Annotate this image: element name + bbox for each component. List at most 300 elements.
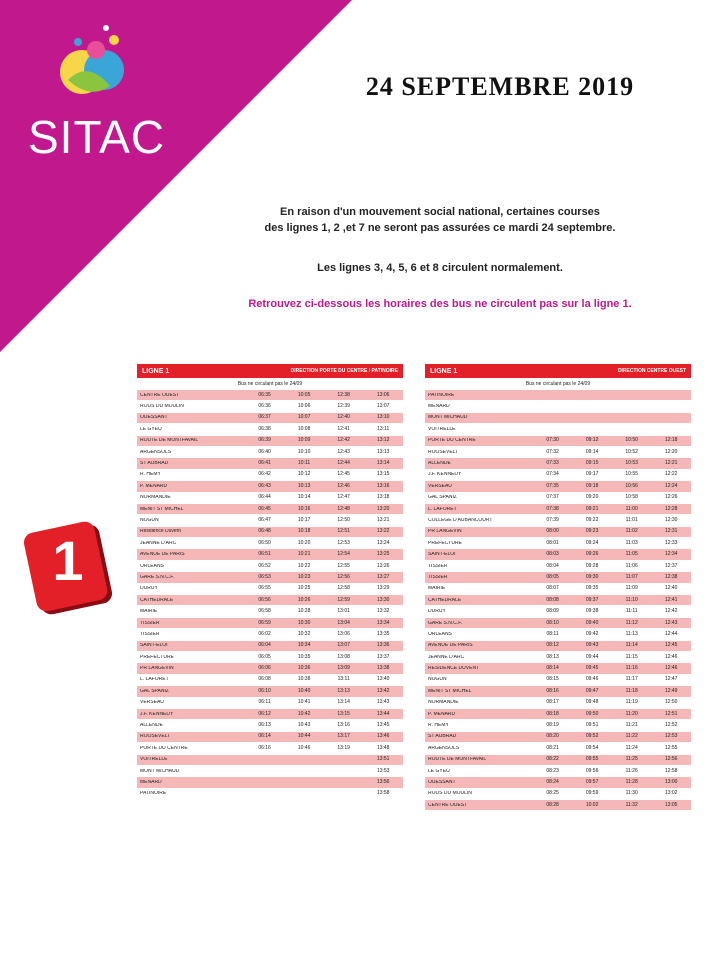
departure-time: 12:38 <box>664 573 678 580</box>
departure-time: 09:14 <box>585 448 599 455</box>
table-row <box>425 743 691 754</box>
departure-time: 12:58 <box>337 585 350 592</box>
table-row <box>137 663 403 674</box>
departure-time: 09:57 <box>585 778 599 785</box>
departure-time: 10:07 <box>297 414 311 421</box>
departure-time: 06:43 <box>258 482 271 489</box>
departure-time: 13:38 <box>376 665 390 672</box>
stop-name: PORTE DU CENTRE <box>428 438 476 444</box>
departure-time: 06:05 <box>258 653 271 660</box>
departure-time: 13:08 <box>337 653 350 660</box>
departure-time: 11:09 <box>625 585 638 592</box>
departure-time: 10:18 <box>297 528 311 535</box>
departure-time: 07:30 <box>546 437 559 444</box>
table-row <box>137 436 403 447</box>
notice-line-2: des lignes 1, 2 ,et 7 ne seront pas assurées ce mardi 24 septembre. <box>264 222 616 234</box>
stop-name: RESIDENCE DUVENT <box>428 666 480 672</box>
departure-time: 06:40 <box>258 448 271 455</box>
table-row <box>137 493 403 504</box>
departure-time: 06:51 <box>258 551 271 558</box>
departure-time: 10:32 <box>297 630 311 637</box>
departure-time: 13:26 <box>376 562 390 569</box>
departure-time: 09:12 <box>585 437 599 444</box>
table-row <box>137 515 403 526</box>
departure-time: 08:01 <box>546 539 559 546</box>
table-row <box>425 800 691 811</box>
stop-name: TISSIER <box>428 563 448 569</box>
departure-time: 13:16 <box>337 722 350 729</box>
departure-time: 11:12 <box>625 619 638 626</box>
departure-time: 13:34 <box>376 619 390 626</box>
stop-name: ST AUBRAD <box>140 461 169 467</box>
stop-name: R. HEMY <box>428 723 449 729</box>
stop-name: GARE S.N.C.F. <box>428 620 463 626</box>
table-row <box>137 686 403 697</box>
table-row <box>425 481 691 492</box>
departure-time: 12:43 <box>337 448 350 455</box>
departure-time: 12:50 <box>664 699 678 706</box>
table-row <box>137 618 403 629</box>
stop-name: PREFECTURE <box>140 654 174 660</box>
departure-time: 13:29 <box>376 585 390 592</box>
departure-time: 06:16 <box>258 744 271 751</box>
stop-name: MENIT ST MICHEL <box>140 506 184 512</box>
departure-time: 12:56 <box>664 756 678 763</box>
departure-time: 11:15 <box>625 653 638 660</box>
table-row <box>425 595 691 606</box>
timetable-left-direction: DIRECTION PORTE DU CENTRE / PATINOIRE <box>290 367 398 374</box>
table-row <box>137 572 403 583</box>
departure-time: 12:51 <box>337 528 350 535</box>
stop-name: MENARD <box>140 779 162 785</box>
table-row <box>137 470 403 481</box>
departure-time: 12:41 <box>664 596 678 603</box>
departure-time: 13:22 <box>376 528 390 535</box>
departure-time: 12:56 <box>337 573 350 580</box>
departure-time: 07:37 <box>546 494 559 501</box>
table-row <box>137 561 403 572</box>
table-row <box>425 549 691 560</box>
departure-time: 08:23 <box>546 767 559 774</box>
table-row <box>137 766 403 777</box>
departure-time: 06:41 <box>258 460 271 467</box>
table-row <box>137 424 403 435</box>
table-row <box>425 789 691 800</box>
departure-time: 08:16 <box>546 687 559 694</box>
stop-name: ALLENDE <box>428 461 451 467</box>
departure-time: 10:09 <box>297 437 311 444</box>
departure-time: 13:14 <box>337 699 350 706</box>
table-row <box>137 549 403 560</box>
departure-time: 12:44 <box>664 630 678 637</box>
stop-name: AVENUE DE PARIS <box>140 552 185 558</box>
departure-time: 10:13 <box>297 482 311 489</box>
departure-time: 13:30 <box>376 596 390 603</box>
departure-time: 13:11 <box>377 425 390 432</box>
departure-time: 10:26 <box>297 596 311 603</box>
table-row <box>425 584 691 595</box>
departure-time: 11:26 <box>625 767 638 774</box>
departure-time: 13:15 <box>337 710 350 717</box>
stop-name: GAL SPANIZ <box>140 688 169 694</box>
departure-time: 10:40 <box>297 687 311 694</box>
stop-name: ROUS DU MOULIN <box>140 404 184 410</box>
departure-time: 08:28 <box>546 801 559 808</box>
table-row <box>425 652 691 663</box>
departure-time: 11:24 <box>625 744 638 751</box>
departure-time: 10:52 <box>625 448 638 455</box>
departure-time: 13:58 <box>376 790 390 797</box>
departure-time: 09:21 <box>585 505 599 512</box>
stop-name: P. MENARD <box>428 711 456 717</box>
departure-time: 13:19 <box>337 744 350 751</box>
sitac-logo-text: SITAC <box>28 111 166 163</box>
stop-name: CATHEDRALE <box>140 597 174 603</box>
departure-time: 06:45 <box>258 505 271 512</box>
departure-time: 08:14 <box>546 665 559 672</box>
departure-time: 10:36 <box>297 665 311 672</box>
departure-time: 11:05 <box>625 551 638 558</box>
departure-time: 12:55 <box>664 744 678 751</box>
table-row <box>425 424 691 435</box>
departure-time: 12:40 <box>337 414 350 421</box>
departure-time: 09:20 <box>585 494 599 501</box>
table-row <box>137 629 403 640</box>
departure-time: 06:14 <box>258 733 271 740</box>
departure-time: 12:24 <box>664 482 678 489</box>
departure-time: 08:13 <box>546 653 559 660</box>
departure-time: 13:13 <box>376 448 390 455</box>
departure-time: 11:13 <box>625 630 638 637</box>
departure-time: 08:00 <box>546 528 559 535</box>
departure-time: 12:18 <box>664 437 678 444</box>
departure-time: 09:50 <box>585 710 599 717</box>
departure-time: 09:30 <box>585 573 599 580</box>
departure-time: 13:11 <box>337 676 350 683</box>
stop-name: ARGENSOLS <box>428 745 460 751</box>
departure-time: 12:20 <box>664 448 678 455</box>
table-row <box>137 458 403 469</box>
departure-time: 08:04 <box>546 562 559 569</box>
departure-time: 13:18 <box>376 494 390 501</box>
stop-name: PREFECTURE <box>428 540 462 546</box>
notice-line-1: En raison d'un mouvement social national, certaines courses <box>280 206 600 218</box>
departure-time: 11:32 <box>625 801 638 808</box>
departure-time: 06:38 <box>258 425 271 432</box>
table-row <box>137 675 403 686</box>
stop-name: MENARD <box>428 404 450 410</box>
stop-name: DURUY <box>140 586 158 592</box>
departure-time: 06:52 <box>258 562 271 569</box>
stop-name: COLLEGE D'AUBANCOURT <box>428 517 493 523</box>
stop-name: PR LANGEVIN <box>140 666 174 672</box>
table-row <box>425 663 691 674</box>
departure-time: 10:43 <box>297 722 311 729</box>
departure-time: 06:02 <box>258 630 271 637</box>
stop-name: ROUTE DE MONTFAVAIL <box>140 438 199 444</box>
departure-time: 13:44 <box>376 710 390 717</box>
departure-time: 13:04 <box>337 619 350 626</box>
stop-name: PORTE DU CENTRE <box>140 745 188 751</box>
departure-time: 10:11 <box>298 460 311 467</box>
departure-time: 13:07 <box>376 403 390 410</box>
departure-time: 06:04 <box>258 642 271 649</box>
departure-time: 12:42 <box>664 608 678 615</box>
departure-time: 08:22 <box>546 756 559 763</box>
table-row <box>425 470 691 481</box>
departure-time: 10:10 <box>297 448 311 455</box>
departure-time: 11:22 <box>625 733 638 740</box>
departure-time: 10:41 <box>297 699 311 706</box>
departure-time: 13:17 <box>337 733 350 740</box>
table-row <box>137 447 403 458</box>
departure-time: 12:22 <box>664 471 678 478</box>
departure-time: 06:13 <box>258 722 271 729</box>
stop-name: JEANNE D'ARC <box>140 540 177 546</box>
stop-name: PATINOIRE <box>428 392 455 398</box>
departure-time: 11:18 <box>625 687 638 694</box>
timetable-right-line: LIGNE 1 <box>430 367 458 375</box>
timetable-left-header <box>137 364 403 378</box>
departure-time: 12:52 <box>664 722 678 729</box>
departure-time: 09:44 <box>585 653 599 660</box>
departure-time: 10:06 <box>297 403 311 410</box>
departure-time: 13:06 <box>376 391 390 398</box>
departure-time: 06:55 <box>258 585 271 592</box>
departure-time: 06:36 <box>258 403 271 410</box>
departure-time: 13:42 <box>376 687 390 694</box>
table-row <box>425 436 691 447</box>
stop-name: VOITRELLE <box>428 426 456 432</box>
departure-time: 08:07 <box>546 585 559 592</box>
departure-time: 10:46 <box>297 744 311 751</box>
departure-time: 06:47 <box>258 516 271 523</box>
departure-time: 12:47 <box>664 676 678 683</box>
departure-time: 09:23 <box>585 528 599 535</box>
departure-time: 11:14 <box>625 642 638 649</box>
table-row <box>137 606 403 617</box>
stop-name: J.F. KENNEDY <box>428 472 462 478</box>
stop-name: VOITRELLE <box>140 757 168 763</box>
stop-name: MENIT ST MICHEL <box>428 688 472 694</box>
departure-time: 13:06 <box>337 630 350 637</box>
table-row <box>137 789 403 800</box>
departure-time: 13:56 <box>376 778 390 785</box>
table-row <box>425 493 691 504</box>
departure-time: 13:02 <box>664 790 678 797</box>
departure-time: 12:45 <box>337 471 350 478</box>
stop-name: ST AUBRAD <box>428 734 457 740</box>
departure-time: 06:48 <box>258 528 271 535</box>
stop-name: LE GYEU <box>140 426 162 432</box>
departure-time: 11:10 <box>625 596 638 603</box>
table-row <box>137 777 403 788</box>
departure-time: 13:14 <box>376 460 390 467</box>
departure-time: 12:46 <box>337 482 350 489</box>
departure-time: 13:32 <box>376 608 390 615</box>
departure-time: 13:13 <box>337 687 350 694</box>
departure-time: 13:10 <box>376 414 390 421</box>
table-row <box>425 698 691 709</box>
departure-time: 12:53 <box>337 539 350 546</box>
table-row <box>425 641 691 652</box>
departure-time: 12:43 <box>664 619 678 626</box>
departure-time: 12:53 <box>664 733 678 740</box>
table-row <box>425 732 691 743</box>
stop-name: L. LAFORET <box>428 506 457 512</box>
departure-time: 11:19 <box>625 699 638 706</box>
table-row <box>137 755 403 766</box>
departure-time: 12:59 <box>337 596 350 603</box>
departure-time: 06:53 <box>258 573 271 580</box>
departure-time: 11:11 <box>625 608 638 615</box>
departure-time: 13:20 <box>376 505 390 512</box>
departure-time: 13:51 <box>376 756 390 763</box>
stop-name: SAINT-ELOI <box>428 552 456 558</box>
timetable-left-note: Bus ne circulant pas le 24/09 <box>237 381 303 387</box>
departure-time: 08:09 <box>546 608 559 615</box>
stop-name: ORLEANS <box>428 631 452 637</box>
departure-time: 10:23 <box>297 573 311 580</box>
departure-time: 08:11 <box>546 630 559 637</box>
departure-time: 09:45 <box>585 665 599 672</box>
departure-time: 10:55 <box>625 471 638 478</box>
departure-time: 12:54 <box>337 551 350 558</box>
table-row <box>425 686 691 697</box>
table-row <box>425 720 691 731</box>
stop-name: MAIRIE <box>140 609 158 615</box>
stop-name: MAIRIE <box>428 586 446 592</box>
departure-time: 09:59 <box>585 790 599 797</box>
departure-time: 10:08 <box>297 425 311 432</box>
stop-name: TISSIER <box>140 631 160 637</box>
table-row <box>425 504 691 515</box>
departure-time: 06:35 <box>258 391 271 398</box>
table-row <box>425 515 691 526</box>
departure-time: 10:05 <box>297 391 311 398</box>
departure-time: 08:05 <box>546 573 559 580</box>
departure-time: 13:53 <box>376 767 390 774</box>
departure-time: 11:07 <box>625 573 638 580</box>
departure-time: 12:46 <box>664 665 678 672</box>
departure-time: 08:12 <box>546 642 559 649</box>
departure-time: 06:08 <box>258 676 271 683</box>
stop-name: ALLENDE <box>140 723 163 729</box>
stop-name: R. HEMY <box>140 472 161 478</box>
departure-time: 13:46 <box>376 733 390 740</box>
line-1-badge-number: 1 <box>52 529 84 592</box>
departure-time: 13:36 <box>376 642 390 649</box>
stop-name: GAL SPANIZ <box>428 495 457 501</box>
timetable-right-rows <box>425 390 691 811</box>
departure-time: 11:17 <box>625 676 638 683</box>
departure-time: 12:39 <box>337 403 350 410</box>
timetable-right-direction: DIRECTION CENTRE OUEST <box>617 367 686 374</box>
notice-line-4: Retrouvez ci-dessous les horaires des bus ne circulent pas sur la ligne 1. <box>248 298 632 310</box>
departure-time: 09:46 <box>585 676 599 683</box>
table-row <box>425 538 691 549</box>
stop-name: P. MENARD <box>140 483 168 489</box>
departure-time: 13:25 <box>376 551 390 558</box>
departure-time: 06:58 <box>258 608 271 615</box>
departure-time: 09:42 <box>585 630 599 637</box>
stop-name: VERSEAU <box>140 700 164 706</box>
departure-time: 06:37 <box>258 414 271 421</box>
departure-time: 10:22 <box>297 562 311 569</box>
table-row <box>137 390 403 401</box>
departure-time: 13:15 <box>376 471 390 478</box>
departure-time: 12:28 <box>664 505 678 512</box>
departure-time: 13:35 <box>376 630 390 637</box>
table-row <box>137 401 403 412</box>
stop-name: AVENUE DE PARIS <box>428 643 473 649</box>
departure-time: 06:06 <box>258 665 271 672</box>
departure-time: 10:53 <box>625 460 638 467</box>
departure-time: 11:06 <box>625 562 638 569</box>
departure-time: 13:00 <box>664 778 678 785</box>
departure-time: 06:11 <box>258 699 271 706</box>
departure-time: 12:46 <box>664 653 678 660</box>
stop-name: Résidence Duvent <box>140 529 181 535</box>
stop-name: ARGENSOLS <box>140 449 172 455</box>
departure-time: 09:17 <box>585 471 599 478</box>
stop-name: CENTRE OUEST <box>140 392 180 398</box>
departure-time: 09:37 <box>585 596 599 603</box>
departure-time: 13:12 <box>376 437 390 444</box>
departure-time: 12:31 <box>664 528 678 535</box>
stop-name: OUESSANT <box>428 779 456 785</box>
departure-time: 12:55 <box>337 562 350 569</box>
table-row <box>425 401 691 412</box>
departure-time: 10:28 <box>297 608 311 615</box>
table-row <box>425 675 691 686</box>
departure-time: 12:40 <box>664 585 678 592</box>
departure-time: 06:12 <box>258 710 271 717</box>
timetable-right-header <box>425 364 691 378</box>
departure-time: 13:24 <box>376 539 390 546</box>
table-row <box>425 606 691 617</box>
departure-time: 12:45 <box>664 642 678 649</box>
table-row <box>137 709 403 720</box>
stop-name: ROUS DU MOULIN <box>428 791 472 797</box>
departure-time: 08:25 <box>546 790 559 797</box>
departure-time: 12:21 <box>664 460 678 467</box>
departure-time: 13:43 <box>376 699 390 706</box>
departure-time: 08:18 <box>546 710 559 717</box>
departure-time: 09:40 <box>585 619 599 626</box>
stop-name: DURUY <box>428 609 446 615</box>
departure-time: 09:52 <box>585 733 599 740</box>
stop-name: TISSIER <box>428 574 448 580</box>
departure-time: 12:38 <box>337 391 350 398</box>
departure-time: 10:50 <box>625 437 638 444</box>
departure-time: 09:56 <box>585 767 599 774</box>
departure-time: 11:21 <box>625 722 638 729</box>
departure-time: 12:37 <box>664 562 678 569</box>
stop-name: L. LAFORET <box>140 677 169 683</box>
departure-time: 09:22 <box>585 516 599 523</box>
departure-time: 06:39 <box>258 437 271 444</box>
departure-time: 10:42 <box>297 710 311 717</box>
departure-time: 13:27 <box>376 573 390 580</box>
table-row <box>137 527 403 538</box>
departure-time: 11:25 <box>625 756 638 763</box>
departure-time: 09:28 <box>585 562 599 569</box>
departure-time: 13:07 <box>337 642 350 649</box>
departure-time: 12:44 <box>337 460 350 467</box>
departure-time: 13:40 <box>376 676 390 683</box>
departure-time: 09:24 <box>585 539 599 546</box>
